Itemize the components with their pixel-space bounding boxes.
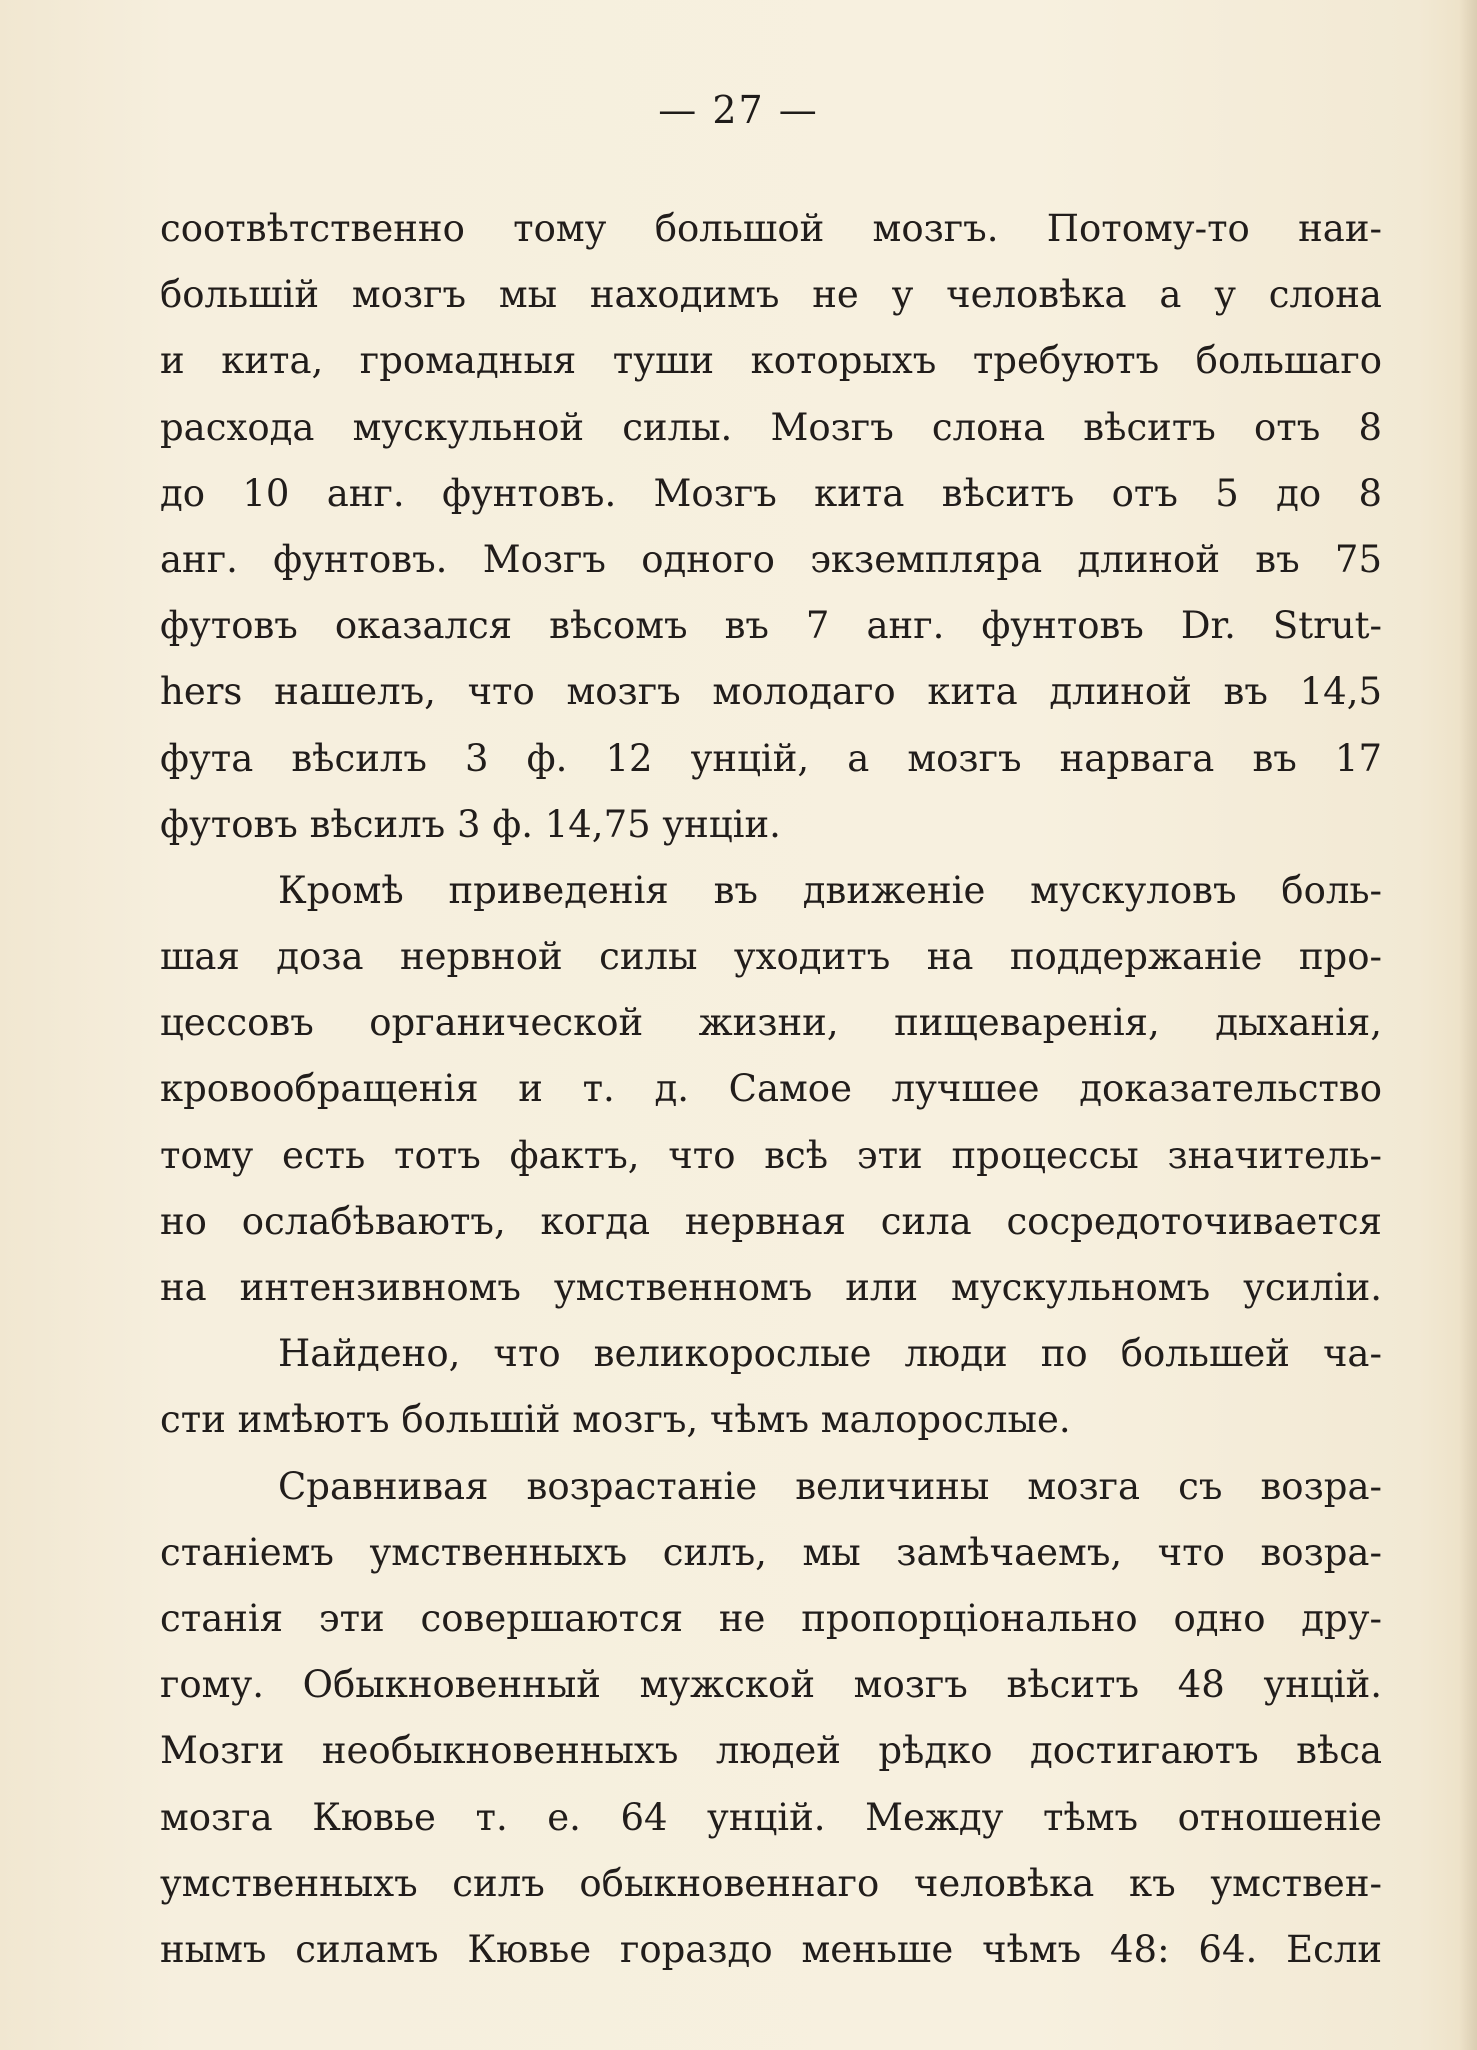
text-line: соотвѣтственно тому большой мозгъ. Потому-то наи- [160,207,1382,250]
text-line: шая доза нервной силы уходитъ на поддержаніе про- [160,935,1382,979]
text-line: на интензивномъ умственномъ или мускульномъ усиліи. [160,1266,1382,1309]
text-line: hers нашелъ, что мозгъ молодаго кита длиной въ 14,5 [160,670,1382,714]
text-line: станіемъ умственныхъ силъ, мы замѣчаемъ, что возра- [160,1530,1382,1574]
paragraph-first-line: Найдено, что великорослые люди по большей ча- [278,1332,1382,1376]
body-text [160,196,1382,1983]
page-number: — 27 — [658,88,819,132]
text-line: гому. Обыкновенный мужской мозгъ вѣситъ 48 унцій. [160,1663,1382,1707]
text-line: Мозги необыкновенныхъ людей рѣдко достигаютъ вѣса [160,1729,1382,1773]
text-line: до 10 анг. фунтовъ. Мозгъ кита вѣситъ отъ 5 до 8 [160,471,1382,515]
text-line: анг. фунтовъ. Мозгъ одного экземпляра длиной въ 75 [160,537,1382,581]
text-line: большій мозгъ мы находимъ не у человѣка а у слона [160,273,1382,317]
text-line: цессовъ органической жизни, пищеваренія, дыханія, [160,1001,1382,1045]
text-line: футовъ вѣсилъ 3 ф. 14,75 унціи. [160,802,781,846]
paragraph-first-line: Сравнивая возрастаніе величины мозга съ возра- [278,1464,1382,1508]
text-line: нымъ силамъ Кювье гораздо меньше чѣмъ 48: 64. Если [160,1927,1382,1971]
text-line: сти имѣютъ большій мозгъ, чѣмъ малорослые. [160,1398,1071,1442]
text-line: станія эти совершаются не пропорціонально одно дру- [160,1596,1382,1640]
text-line: тому есть тотъ фактъ, что всѣ эти процессы значитель- [160,1133,1382,1177]
text-line: но ослабѣваютъ, когда нервная сила сосредоточивается [160,1199,1382,1243]
text-line: фута вѣсилъ 3 ф. 12 унцій, а мозгъ нарвага въ 17 [160,736,1382,780]
text-line: расхода мускульной силы. Мозгъ слона вѣситъ отъ 8 [160,405,1382,449]
text-line: умственныхъ силъ обыкновеннаго человѣка къ умствен- [160,1861,1382,1905]
paragraph-first-line: Кромѣ приведенія въ движеніе мускуловъ боль- [278,868,1382,912]
text-line: мозга Кювье т. е. 64 унцій. Между тѣмъ отношеніе [160,1795,1382,1839]
text-line: кровообращенія и т. д. Самое лучшее доказательство [160,1067,1382,1111]
text-line: и кита, громадныя туши которыхъ требуютъ большаго [160,339,1382,383]
text-line: футовъ оказался вѣсомъ въ 7 анг. фунтовъ Dr. Strut- [160,604,1382,648]
